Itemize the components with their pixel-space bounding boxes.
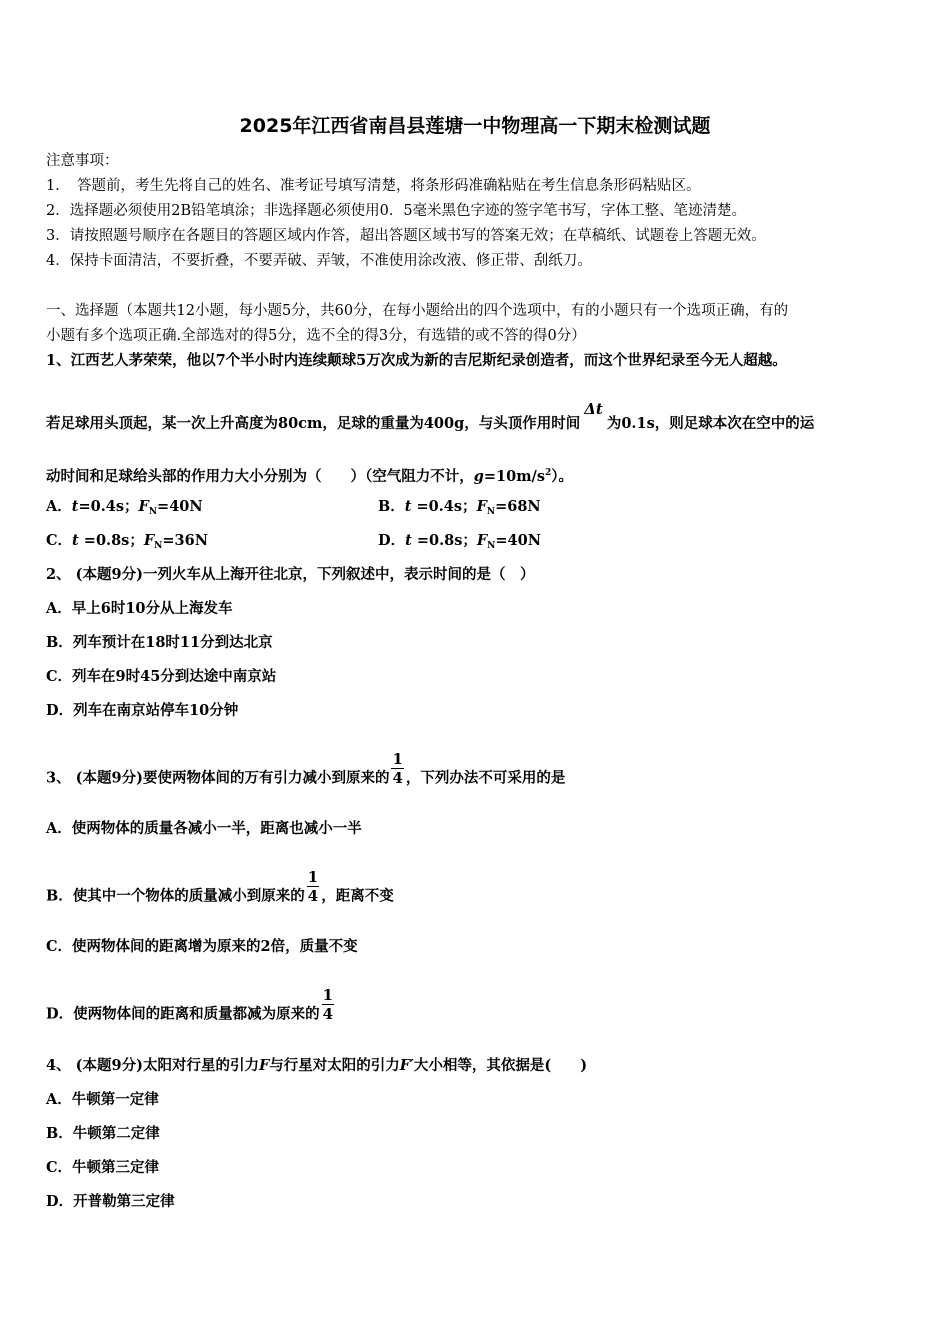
option-text: B．使其中一个物体的质量减小到原来的 [46, 887, 305, 905]
t-value: =0.8s； [78, 532, 144, 549]
page-title: 2025年江西省南昌县莲塘一中物理高一下期末检测试题 [239, 115, 711, 137]
notice-item: 4．保持卡面清洁，不要折叠，不要弄破、弄皱，不准使用涂改液、修正带、刮纸刀。 [46, 253, 592, 269]
notice-item: 3．请按照题号顺序在各题目的答题区域内作答，超出答题区域书写的答案无效；在草稿纸、试题卷上答题无效。 [46, 228, 766, 244]
option-d[interactable] [378, 531, 541, 556]
option-b[interactable] [46, 868, 394, 915]
f-value: =36N [162, 532, 208, 549]
f-symbol: F [258, 1057, 270, 1074]
t-value: =0.4s； [411, 498, 477, 515]
option-d[interactable]: D．列车在南京站停车10分钟 [46, 702, 239, 719]
f-value: =68N [495, 498, 541, 515]
option-b[interactable]: B．牛顿第二定律 [46, 1125, 160, 1142]
option-d[interactable] [46, 986, 336, 1033]
notice-item: 2．选择题必须使用2B铅笔填涂；非选择题必须使用0．5毫米黑色字迹的签字笔书写，字体工整、笔迹清楚。 [46, 203, 747, 219]
g-symbol: g [473, 468, 484, 485]
f-symbol: F [476, 498, 487, 515]
option-label: B． [378, 498, 405, 515]
option-c[interactable] [46, 532, 208, 549]
notice-item: 1． 答题前，考生先将自己的姓名、准考证号填写清楚，将条形码准确粘贴在考生信息条形码粘贴区。 [46, 178, 701, 194]
option-label: A． [46, 498, 72, 515]
t-value: =0.8s； [411, 532, 477, 549]
q1-text: 动时间和足球给头部的作用力大小分别为（ ）（空气阻力不计， [46, 468, 474, 485]
q1-options-row1 [46, 497, 906, 522]
option-c[interactable]: C．牛顿第三定律 [46, 1159, 160, 1176]
question-1-stem-line2 [46, 400, 815, 434]
fraction-denominator: 4 [392, 769, 403, 787]
f-symbol: F [138, 498, 149, 515]
f-prime-symbol: F′ [399, 1057, 414, 1074]
option-text: D．使两物体间的距离和质量都减为原来的 [46, 1005, 320, 1023]
f-value: =40N [157, 498, 203, 515]
option-label: D． [378, 532, 406, 549]
fraction-denominator: 4 [307, 887, 319, 905]
fraction-one-quarter [391, 750, 403, 787]
q3-text: ，下列办法不可采用的是 [405, 769, 566, 787]
option-a[interactable] [46, 498, 203, 515]
q3-text: 3、 (本题9分)要使两物体间的万有引力减小到原来的 [46, 769, 390, 787]
option-b[interactable]: B．列车预计在18时11分到达北京 [46, 634, 273, 651]
f-subscript: N [487, 541, 496, 551]
fraction-one-quarter [322, 986, 334, 1023]
f-value: =40N [495, 532, 541, 549]
fraction-denominator: 4 [322, 1005, 334, 1023]
option-a[interactable]: A．早上6时10分从上海发车 [46, 600, 233, 617]
fraction-numerator: 1 [307, 868, 319, 886]
question-1-stem-line3 [46, 463, 573, 487]
option-b[interactable] [378, 497, 541, 522]
option-text: ，距离不变 [321, 887, 394, 905]
question-4-stem [46, 1056, 587, 1076]
option-c[interactable]: C．使两物体间的距离增为原来的2倍，质量不变 [46, 938, 358, 955]
delta-t-symbol: Δt [584, 400, 603, 418]
notice-heading: 注意事项： [46, 153, 119, 169]
q1-text: 为0.1s，则足球本次在空中的运 [606, 415, 815, 432]
fraction-numerator: 1 [392, 750, 403, 768]
t-symbol: t [405, 532, 412, 549]
question-1-stem: 1、江西艺人茅荣荣，他以7个半小时内连续颠球5万次成为新的吉尼斯纪录创造者，而这个世界纪录至今无人超越。 [46, 352, 787, 369]
t-symbol: t [404, 498, 412, 515]
q4-text: 与行星对太阳的引力 [269, 1057, 400, 1074]
section-intro: 小题有多个选项正确.全部选对的得5分，选不全的得3分，有选错的或不答的得0分） [46, 328, 586, 344]
t-symbol: t [71, 498, 79, 515]
section-intro: 一、选择题（本题共12小题，每小题5分，共60分，在每小题给出的四个选项中，有的小题只有一个选项正确，有的 [46, 303, 789, 319]
f-subscript: N [154, 541, 163, 551]
option-label: C． [46, 532, 73, 549]
question-2-stem: 2、 (本题9分)一列火车从上海开往北京，下列叙述中，表示时间的是（ ） [46, 566, 535, 583]
t-symbol: t [72, 532, 79, 549]
t-value: =0.4s； [78, 498, 139, 515]
q1-text: =10m/s [483, 468, 546, 485]
q4-text: 4、 (本题9分)太阳对行星的引力 [46, 1057, 259, 1074]
f-subscript: N [148, 507, 158, 517]
q1-options-row2 [46, 531, 906, 556]
question-3-stem [46, 750, 566, 797]
option-d[interactable]: D．开普勒第三定律 [46, 1193, 175, 1210]
option-c[interactable]: C．列车在9时45分到达途中南京站 [46, 668, 277, 685]
f-subscript: N [486, 507, 496, 517]
option-a[interactable]: A．牛顿第一定律 [46, 1091, 159, 1108]
option-a[interactable]: A．使两物体的质量各减小一半，距离也减小一半 [46, 820, 362, 837]
fraction-numerator: 1 [322, 986, 334, 1004]
q1-text: ）。 [551, 468, 574, 485]
f-symbol: F [143, 532, 155, 549]
q4-text: 大小相等，其依据是( ) [413, 1057, 588, 1074]
f-symbol: F [476, 532, 488, 549]
exponent: 2 [545, 468, 552, 478]
q1-text: 若足球用头顶起，某一次上升高度为80cm，足球的重量为400g，与头顶作用时间 [46, 415, 581, 432]
fraction-one-quarter [307, 868, 319, 905]
